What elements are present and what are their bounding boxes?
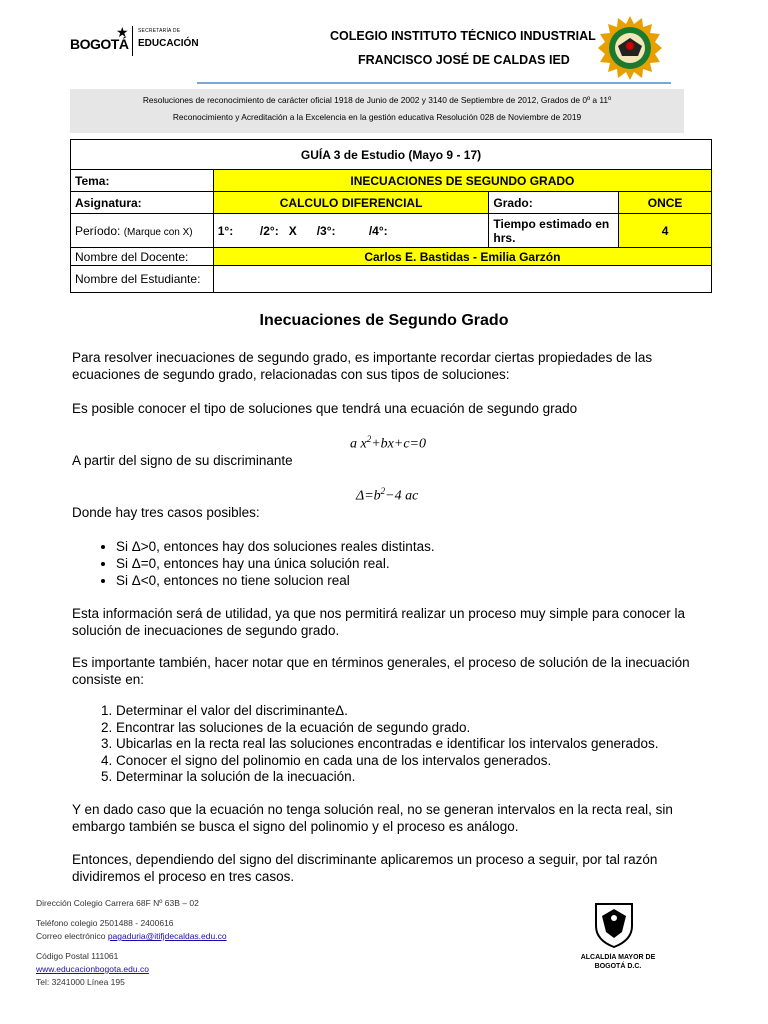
grado-value: ONCE: [619, 192, 712, 214]
bogota-logo: [70, 24, 199, 58]
list-item: • Si Δ>0, entonces hay dos soluciones reales distintas.: [116, 538, 435, 555]
periodo-label: Período:: [75, 223, 121, 238]
list-item: • Si Δ=0, entonces hay una única solución real.: [116, 555, 435, 572]
paragraph-2: Es posible conocer el tipo de soluciones que tendrá una ecuación de segundo grado: [72, 401, 578, 416]
footer-website-link[interactable]: www.educacionbogota.edu.co: [36, 964, 149, 974]
footer-postal: Código Postal 111061: [36, 951, 119, 961]
list-item: 3. Ubicarlas en la recta real las soluciones encontradas e identificar los intervalos generados.: [116, 736, 659, 753]
tema-label: Tema:: [71, 170, 214, 192]
footer-address: Dirección Colegio Carrera 68F Nº 63B – 02: [36, 898, 199, 908]
asignatura-value: CALCULO DIFERENCIAL: [213, 192, 489, 214]
tema-value: INECUACIONES DE SEGUNDO GRADO: [213, 170, 711, 192]
list-item: 1. Determinar el valor del discriminanteΔ.: [116, 703, 659, 720]
list-item: 2. Encontrar las soluciones de la ecuación de segundo grado.: [116, 720, 659, 737]
paragraph-7: Y en dado caso que la ecuación no tenga solución real, no se generan intervalos en la recta real, sin embargo también se busca el signo del polinomio y el proceso es análogo.: [72, 802, 673, 834]
footer-email-row: [36, 931, 227, 941]
school-seal-icon: [598, 16, 662, 80]
paragraph-8: Entonces, dependiendo del signo del discriminante aplicaremos un proceso a seguir, por tal razón dividiremos el proceso en tres casos.: [72, 852, 658, 884]
footer-phone: Teléfono colegio 2501488 - 2400616: [36, 918, 174, 928]
steps-list: [72, 703, 659, 786]
alcaldia-caption: ALCALDÍA MAYOR DE BOGOTÁ D.C.: [580, 954, 656, 970]
list-item: • Si Δ<0, entonces no tiene solucion real: [116, 572, 435, 589]
grado-label: Grado:: [489, 192, 619, 214]
periodo-hint: (Marque con X): [123, 226, 193, 238]
school-name-line1: COLEGIO INSTITUTO TÉCNICO INDUSTRIAL: [330, 29, 596, 43]
bogota-logo-text: BOGOTÁ: [70, 36, 129, 52]
list-item: 5. Determinar la solución de la inecuación.: [116, 769, 659, 786]
school-name-line2: FRANCISCO JOSÉ DE CALDAS IED: [358, 53, 570, 67]
tiempo-value: 4: [619, 214, 712, 248]
list-item: 4. Conocer el signo del polinomio en cada una de los intervalos generados.: [116, 753, 659, 770]
section-heading: Inecuaciones de Segundo Grado: [259, 312, 509, 329]
paragraph-3: A partir del signo de su discriminante: [72, 453, 293, 468]
footer-email-link[interactable]: pagaduria@itifjdecaldas.edu.co: [107, 931, 227, 941]
footer-email-label: Correo electrónico: [36, 931, 106, 941]
star-icon: ★: [116, 24, 129, 40]
header-rule: [197, 82, 671, 84]
periodo-cell: [71, 214, 214, 248]
resolution-line-1: Resoluciones de reconocimiento de carácter oficial 1918 de Junio de 2002 y 3140 de Septiembre de 2012, Grados de 0º a 11º: [142, 95, 612, 105]
footer-tel: Tel: 3241000 Línea 195: [36, 977, 125, 987]
discriminant-formula: $\Delta=b^2-4$ ac: [356, 486, 419, 504]
paragraph-4: Donde hay tres casos posibles:: [72, 505, 260, 520]
cases-list: [72, 538, 435, 589]
docente-label: Nombre del Docente:: [71, 248, 214, 266]
estudiante-label: Nombre del Estudiante:: [71, 266, 214, 293]
footer-website-row: [36, 964, 149, 974]
asignatura-label: Asignatura:: [71, 192, 214, 214]
tiempo-label: Tiempo estimado en hrs.: [489, 214, 619, 248]
guide-info-table: [70, 139, 712, 293]
periodo-options: 1°: /2°: X /3°: /4°:: [213, 214, 489, 248]
paragraph-5: Esta información será de utilidad, ya que nos permitirá realizar un proceso muy simple para conocer la solución de inecuaciones de segundo grado.: [72, 606, 686, 638]
logo-divider: [132, 26, 133, 56]
resolution-box: [70, 89, 684, 133]
guide-title: GUÍA 3 de Estudio (Mayo 9 - 17): [71, 140, 712, 170]
quadratic-equation: a $x^2+bx+c=0$: [350, 434, 426, 452]
secretaria-big-text: EDUCACIÓN: [138, 38, 199, 49]
secretaria-small-text: SECRETARÍA DE: [138, 28, 181, 34]
docente-value: Carlos E. Bastidas - Emilia Garzón: [213, 248, 711, 266]
resolution-line-2: Reconocimiento y Acreditación a la Excelencia en la gestión educativa Resolución 028 de Noviembre de 2019: [172, 112, 582, 122]
paragraph-1: Para resolver inecuaciones de segundo grado, es importante recordar ciertas propiedades de las ecuaciones de segundo grado, relacionadas con sus tipos de soluciones:: [72, 350, 653, 382]
alcaldia-shield-icon: [594, 902, 634, 948]
paragraph-6: Es importante también, hacer notar que en términos generales, el proceso de solución de la inecuación consiste en:: [72, 655, 690, 687]
estudiante-value[interactable]: [213, 266, 711, 293]
